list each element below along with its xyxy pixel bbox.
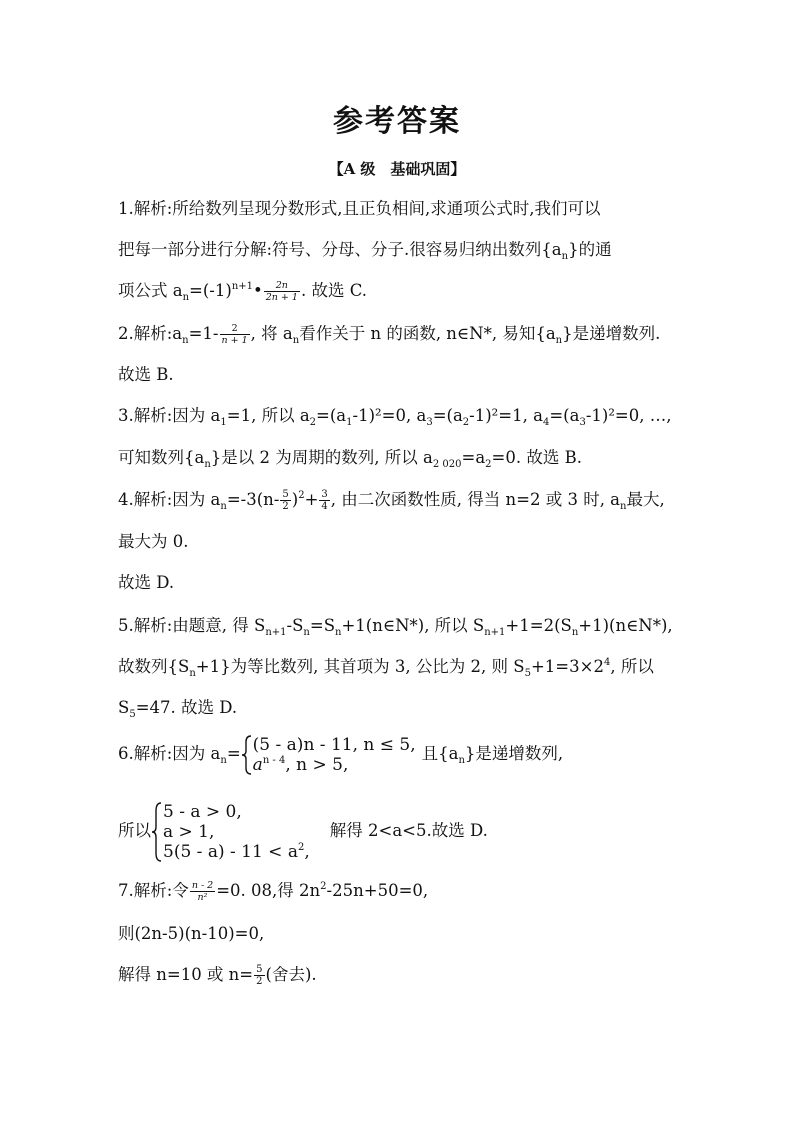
answer-1-line-1: 1.解析:所给数列呈现分数形式,且正负相间,求通项公式时,我们可以 — [118, 199, 601, 218]
fraction: $\frac{5}{2}$ — [256, 964, 263, 987]
answer-7-line-1: 7.解析:令 $\frac{n - 2}{\text{n²}}$ =0. 08,得 $2n^2-25n+50=0$, — [118, 880, 429, 903]
fraction: $\frac{2n}{2n + 1}$ — [265, 280, 298, 303]
answer-7-line-3: 解得 n=10 或 n= $\frac{5}{2}$ (舍去). — [118, 964, 317, 987]
inequality-system: 5 - a > 0, a > 1, $5(5 - a) - 11 < a^2$, — [151, 802, 310, 862]
fraction: $\frac{n - 2}{\text{n²}}$ — [191, 880, 214, 903]
left-brace-icon — [241, 735, 253, 775]
answer-4-line-2: 最大为 0. — [118, 532, 189, 551]
fraction: $\frac{3}{4}$ — [321, 489, 328, 512]
answer-3-line-2: 可知数列$\{a_n\}$是以 2 为周期的数列, 所以 $a_{2 020}=a_2=0$. 故选 B. — [118, 448, 582, 470]
fraction: $\frac{2}{n + 1}$ — [221, 323, 248, 346]
answer-5-line-2: 故数列$\{S_n+1\}$为等比数列, 其首项为 3, 公比为 2, 则 $S_5+1=3\times 2^4$, 所以 — [118, 657, 654, 679]
fraction: $\frac{5}{2}$ — [282, 489, 289, 512]
answer-7-line-2: 则(2n-5)(n-10)=0, — [118, 924, 265, 943]
answer-4-line-1: 4.解析:因为 $a_n=-3(n-$ $\frac{5}{2}$ )$^2$+ $\frac{3}{4}$ , 由二次函数性质, 得当 n=2 或 3 时, $a_n$最大, — [118, 489, 665, 512]
left-brace-icon — [151, 802, 163, 862]
answer-5-line-1: 5.解析:由题意, 得 $S_{n+1}-S_n=S_n+1(n\in N*)$, 所以 $S_{n+1}+1=2(S_n+1)(n\in N*)$, — [118, 616, 673, 638]
answer-2-line-1: 2.解析$:a_n=1-$ $\frac{2}{n + 1}$ , 将 $a_n$看作关于 n 的函数, n∈N*, 易知$\{a_n\}$是递增数列. — [118, 323, 661, 346]
piecewise-definition: (5 - a)n - 11, n ≤ 5, $a^{n - 4}$, n > 5, — [241, 735, 416, 775]
answer-5-line-3: $S_5=47$. 故选 D. — [118, 698, 238, 720]
answer-6-line-2: 所以 5 - a > 0, a > 1, $5(5 - a) - 11 < a^2$, 解得 2<a<5.故选 D. — [118, 801, 488, 862]
answer-6-line-1: 6.解析:因为 $a_n=$ (5 - a)n - 11, n ≤ 5, $a^{n - 4}$, n > 5, 且$\{a_n\}$是递增数列, — [118, 734, 564, 775]
page-title: 参考答案 — [333, 104, 461, 139]
answer-3-line-1: 3.解析:因为 $a_1=1$, 所以 $a_2=(a_1-1)^2=0$, $a_3=(a_2-1)^2=1$, $a_4=(a_3-1)^2=0$, …, — [118, 406, 672, 428]
section-heading: 【A 级 基础巩固】 — [328, 160, 466, 178]
answer-1-line-3: 项公式 $a_n=(-1)^{n+1}•$ $\frac{2n}{2n + 1}$ . 故选 C. — [118, 280, 367, 303]
answer-4-line-3: 故选 D. — [118, 573, 175, 592]
answer-1-line-2: 把每一部分进行分解:符号、分母、分子.很容易归纳出数列$\{a_n\}$的通 — [118, 240, 612, 262]
answer-2-line-2: 故选 B. — [118, 365, 174, 384]
